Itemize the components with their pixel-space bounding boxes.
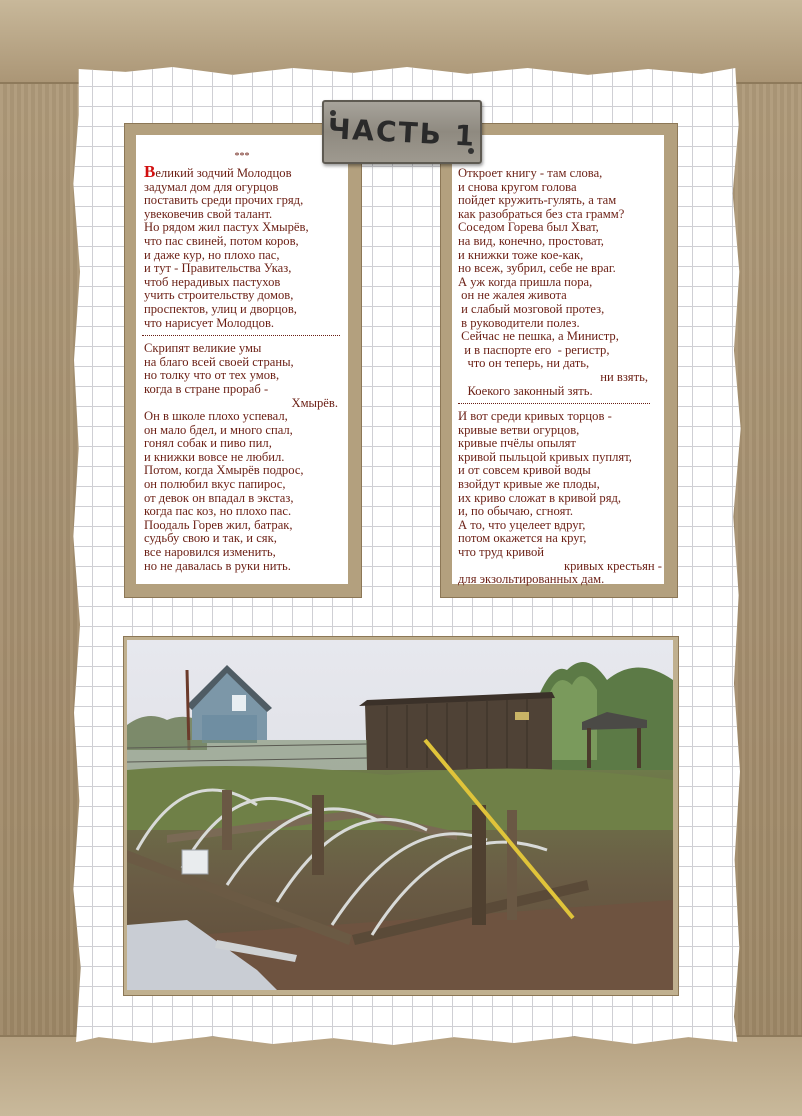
chapter-sign (322, 100, 482, 164)
poem-line: на благо всей своей страны, (144, 354, 294, 369)
poem-line: Поодаль Горев жил, батрак, (144, 517, 293, 532)
dotted-separator (458, 403, 650, 404)
poem-line: А уж когда пришла пора, (458, 274, 593, 289)
poem-line: Откроет книгу - там слова, (458, 166, 603, 180)
poem-line: и снова кругом голова (458, 179, 577, 194)
poem-line: когда пас коз, но плохо пас. (144, 504, 292, 519)
poem-line: и книжки вовсе не любил. (144, 449, 285, 464)
poem-line: кривых крестьян - (563, 558, 662, 573)
stars-divider: *** (234, 151, 250, 162)
dotted-separator (142, 335, 340, 336)
poem-line: он не жалея живота (458, 288, 567, 303)
poem-line: проспектов, улиц и дворцов, (144, 301, 297, 316)
poem-line: Но рядом жил пастух Хмырёв, (144, 220, 309, 235)
poem-line: на вид, конечно, простоват, (458, 233, 604, 248)
poem-line: в руководители полез. (458, 315, 580, 330)
photo-frame (123, 636, 679, 996)
poem-line: А то, что уцелеет вдруг, (458, 517, 586, 532)
poem-first-line (144, 162, 348, 181)
wood-plank-bottom (0, 1035, 802, 1116)
right-stanza-1 (452, 167, 664, 398)
poem-line: он мало бдел, и много спал, (144, 422, 293, 437)
poem-line: ни взять, (600, 369, 648, 384)
poem-line: что труд кривой (458, 545, 545, 560)
poem-line: Хмырёв. (291, 395, 338, 410)
garden-greenhouse-photo (127, 640, 673, 990)
poem-line: и, по обычаю, сгноят. (458, 504, 574, 519)
poem-line: потом окажется на круг, (458, 531, 587, 546)
poem-line: И вот среди кривых торцов - (458, 409, 612, 424)
poem-line: судьбу свою и так, и сяк, (144, 531, 277, 546)
poem-line: что он теперь, ни дать, (458, 356, 590, 371)
poem-line: он полюбил вкус папирос, (144, 477, 286, 492)
poem-line: Скрипят великие умы (144, 341, 262, 356)
poem-line: кривые пчёлы опылят (458, 436, 576, 451)
poem-line: Соседом Горева был Хват, (458, 220, 599, 235)
poem-line: что нарисует Молодцов. (144, 315, 275, 330)
poem-line: Сейчас не пешка, а Министр, (458, 329, 619, 344)
poem-line: и слабый мозговой протез, (458, 301, 605, 316)
poem-line: кривые ветви огурцов, (458, 422, 580, 437)
poem-line: задумал дом для огурцов (144, 179, 279, 194)
poem-line: но всеж, зубрил, себе не враг. (458, 261, 616, 276)
poem-line: Потом, когда Хмырёв подрос, (144, 463, 304, 478)
poem-line: когда в стране прораб - (144, 381, 269, 396)
poem-line: увековечив свой талант. (144, 206, 273, 221)
poem-line: Коекого законный зять. (458, 383, 593, 398)
poem-line: для экзольтированных дам. (458, 572, 605, 587)
poem-line: их криво сложат в кривой ряд, (458, 490, 622, 505)
poem-line: поставить среди прочих гряд, (144, 193, 304, 208)
poem-line: что пас свиней, потом коров, (144, 233, 299, 248)
poem-line: и от совсем кривой воды (458, 463, 591, 478)
poem-line: гонял собак и пиво пил, (144, 436, 272, 451)
poem-line: от девок он впадал в экстаз, (144, 490, 294, 505)
poem-line: пойдет кружить-гулять, а там (458, 193, 617, 208)
right-text-column (452, 135, 664, 587)
poem-line: как разобраться без ста грамм? (458, 206, 625, 221)
poem-line: все наровился изменить, (144, 545, 276, 560)
poem-line: и тут - Правительства Указ, (144, 261, 292, 276)
poem-line: и книжки тоже кое-как, (458, 247, 584, 262)
left-text-column (136, 135, 348, 584)
poem-line: но толку что от тех умов, (144, 368, 280, 383)
poem-line: и в паспорте его - регистр, (458, 342, 610, 357)
left-stanza-2 (136, 342, 348, 573)
poem-line: и даже кур, но плохо пас, (144, 247, 280, 262)
right-stanza-2 (452, 410, 664, 587)
poem-line: еликий зодчий Молодцов (155, 166, 292, 180)
poem-line: но не давалась в руки нить. (144, 558, 291, 573)
left-stanza-1 (136, 162, 348, 330)
poem-line: взойдут кривые же плоды, (458, 477, 600, 492)
poem-line: Он в школе плохо успевал, (144, 409, 288, 424)
chapter-title: ЧАСТЬ 1 (326, 111, 478, 153)
poem-line: чтоб нерадивых пастухов (144, 274, 281, 289)
poem-line: учить строительству домов, (144, 288, 294, 303)
poem-line: кривой пыльцой кривых пуплят, (458, 449, 632, 464)
drop-cap: В (144, 162, 156, 181)
